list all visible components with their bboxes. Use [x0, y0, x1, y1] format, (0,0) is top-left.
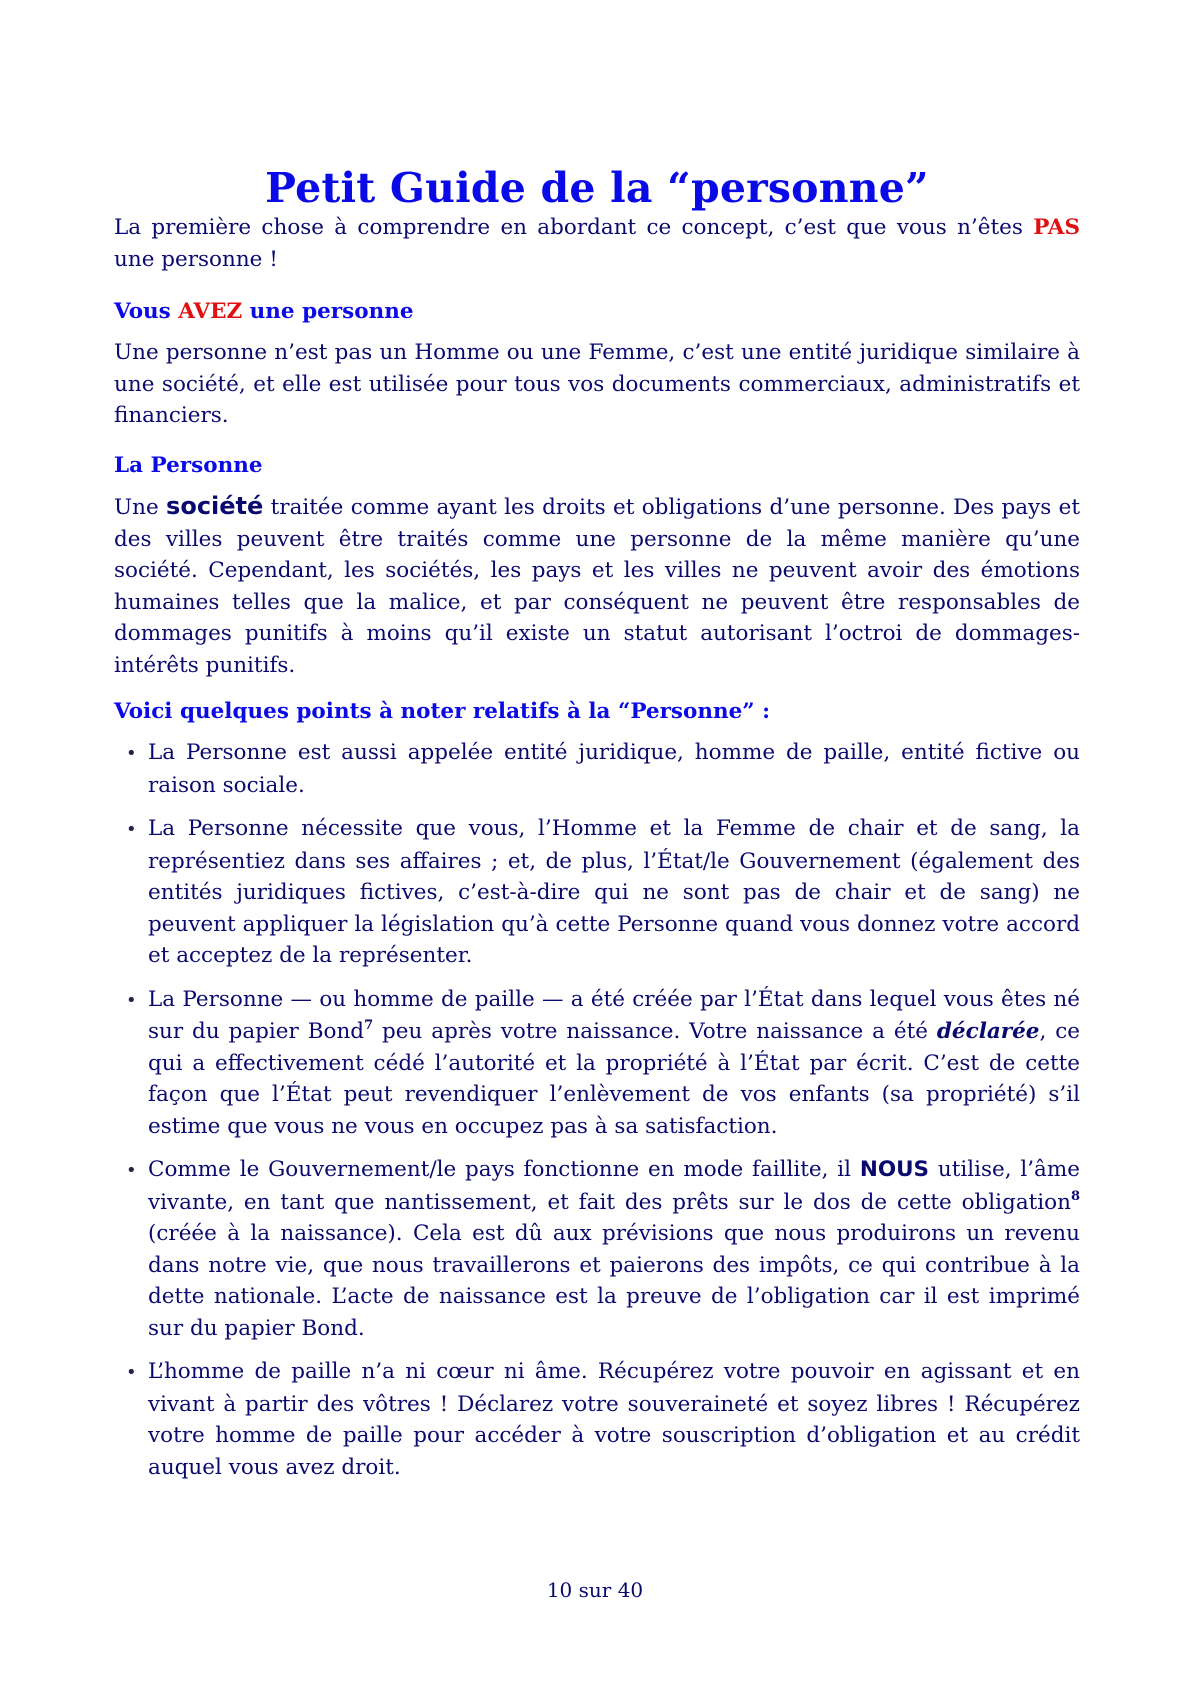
- section-points: [114, 697, 1080, 1495]
- bullet-icon: •: [126, 1160, 137, 1181]
- bullet-icon: •: [126, 989, 137, 1011]
- section-la-personne: [114, 451, 1080, 681]
- heading-text: Vous: [114, 299, 179, 324]
- section-heading: [114, 297, 1080, 327]
- list-item-text: peu après votre naissance. Votre naissance a été: [373, 1019, 937, 1044]
- heading-emphasis: AVEZ: [178, 299, 243, 324]
- section-body: Une personne n’est pas un Homme ou une Femme, c’est une entité juridique similaire à une société, et elle est utilisée pour tous vos documents commerciaux, administratifs et financiers.: [114, 340, 1080, 428]
- bullet-icon: •: [126, 819, 137, 840]
- page-title: Petit Guide de la “personne”: [265, 164, 929, 212]
- bullet-icon: •: [126, 743, 137, 764]
- section-body: [114, 491, 1080, 681]
- intro-paragraph: [114, 212, 1080, 275]
- list-item-text: , ce qui a effectivement cédé l’autorité et la propriété à l’État par écrit. C’est de cette façon que l’État peut revendiquer l’enlèvement de vos enfants (sa propriété) s’il estime que vous ne vous en occupez pas à sa satisfaction.: [148, 1019, 1080, 1139]
- list-item-text: La Personne — ou homme de paille — a été créée par l’État dans lequel vous êtes né sur du papier Bond: [148, 986, 1080, 1044]
- list-item-text: Comme le Gouvernement/le pays fonctionne en mode faillite, il: [148, 1157, 860, 1182]
- list-item: [114, 1154, 1080, 1344]
- list-item: [114, 813, 1080, 972]
- bold-emphasis: NOUS: [859, 1157, 930, 1182]
- list-item-text: L’homme de paille n’a ni cœur ni âme. Récupérez votre pouvoir en agissant et en vivant à partir des vôtres ! Déclarez votre souveraineté et soyez libres ! Récupérez votre homme de paille pour accéder à votre souscription d’obligation et au crédit auquel vous avez droit.: [148, 1359, 1080, 1480]
- list-item-text: (créée à la naissance). Cela est dû aux prévisions que nous produirons un revenu dans notre vie, que nous travaillerons et paierons des impôts, ce qui contribue à la dette nationale. L’acte de naissance est la preuve de l’obligation car il est imprimé sur du papier Bond.: [148, 1221, 1080, 1341]
- list-item: [114, 1356, 1080, 1483]
- list-item: [114, 984, 1080, 1143]
- page-number: 10 sur 40: [546, 1578, 644, 1602]
- list-item: [114, 737, 1080, 801]
- list-item-text: La Personne nécessite que vous, l’Homme et la Femme de chair et de sang, la représentiez dans ses affaires ; et, de plus, l’État/le Gouvernement (également des entités juridiques fictives, c’est-à-dire qui ne sont pas de chair et de sang) ne peuvent appliquer la législation qu’à cette Personne quand vous donnez votre accord et acceptez de la représenter.: [148, 816, 1080, 968]
- section-heading: La Personne: [114, 453, 263, 478]
- body-text: Une: [114, 495, 167, 520]
- section-vous-avez: [114, 297, 1080, 432]
- italic-emphasis: déclarée: [936, 1019, 1040, 1044]
- heading-text-end: une personne: [242, 299, 414, 324]
- footnote-ref[interactable]: 7: [364, 1018, 374, 1033]
- list-item-text: utilise, l’âme vivante, en tant que nantissement, et fait des prêts sur le dos de cette obligation: [148, 1157, 1080, 1215]
- footnote-ref[interactable]: 8: [1070, 1188, 1080, 1204]
- points-list: [114, 737, 1080, 1483]
- body-emphasis: société: [166, 492, 264, 520]
- intro-text: La première chose à comprendre en abordant ce concept, c’est que vous n’êtes: [114, 215, 1034, 240]
- list-item-text: La Personne est aussi appelée entité juridique, homme de paille, entité fictive ou raison sociale.: [148, 740, 1080, 798]
- section-heading: Voici quelques points à noter relatifs à la “Personne” :: [114, 699, 771, 724]
- intro-text-end: une personne !: [114, 246, 278, 272]
- body-text-end: traitée comme ayant les droits et obligations d’une personne. Des pays et des villes peuvent être traités comme une personne de la même manière qu’une société. Cependant, les sociétés, les pays et les villes ne peuvent avoir des émotions humaines telles que la malice, et par conséquent ne peuvent être responsables de dommages punitifs à moins qu’il existe un statut autorisant l’octroi de dommages-intérêts punitifs.: [114, 495, 1080, 678]
- intro-emphasis: PAS: [1033, 215, 1080, 240]
- bullet-icon: •: [126, 1362, 137, 1383]
